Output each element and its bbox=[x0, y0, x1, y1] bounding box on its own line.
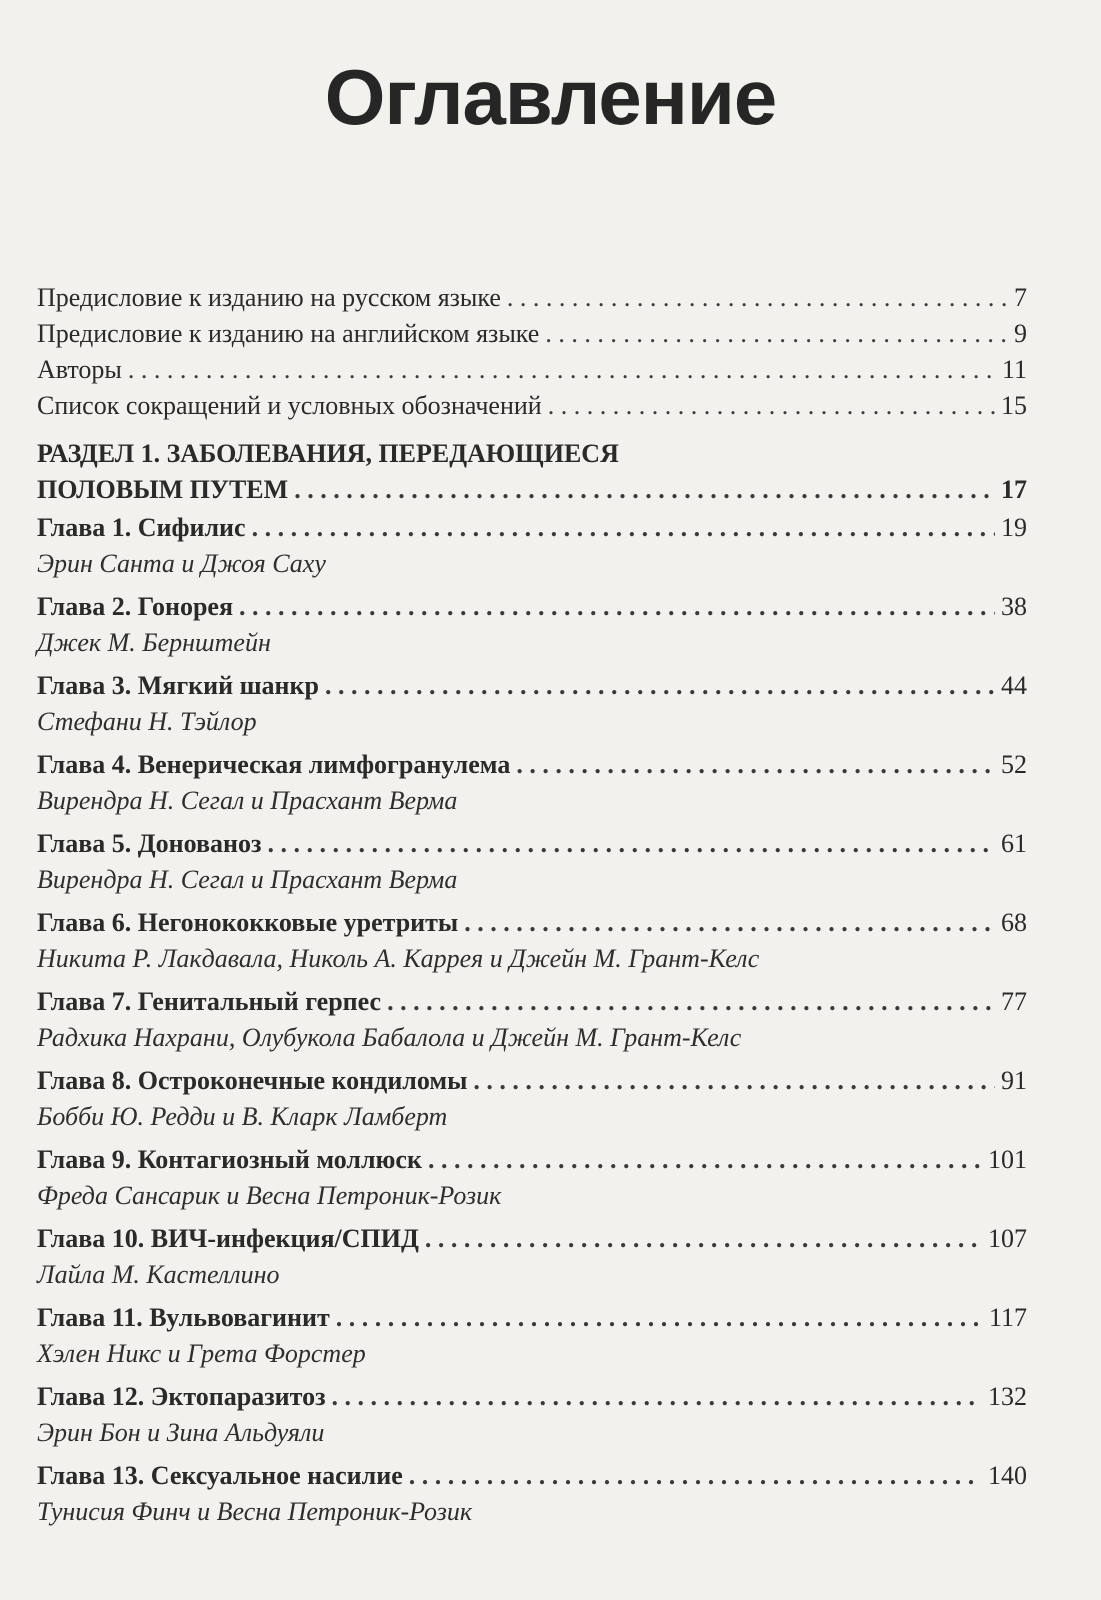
chapter-row bbox=[37, 1220, 1027, 1257]
toc-chapter-12[interactable] bbox=[37, 1378, 1027, 1457]
dot-leader bbox=[473, 1062, 995, 1099]
toc-chapter-3[interactable] bbox=[37, 667, 1027, 746]
toc-entry-preface-english[interactable] bbox=[37, 316, 1027, 352]
chapter-authors: Никита Р. Лакдавала, Николь А. Каррея и Джейн М. Грант-Келс bbox=[37, 943, 760, 973]
toc-page-number: 15 bbox=[1001, 391, 1027, 420]
chapter-row bbox=[37, 509, 1027, 546]
chapter-title: Глава 5. Донованоз bbox=[37, 828, 262, 858]
chapter-row bbox=[37, 667, 1027, 704]
chapter-authors: Лайла М. Кастеллино bbox=[37, 1259, 280, 1289]
chapter-title: Глава 9. Контагиозный моллюск bbox=[37, 1144, 422, 1174]
section-title-line1: РАЗДЕЛ 1. ЗАБОЛЕВАНИЯ, ПЕРЕДАЮЩИЕСЯ bbox=[37, 439, 619, 468]
toc-chapter-4[interactable] bbox=[37, 746, 1027, 825]
chapter-title: Глава 8. Остроконечные кондиломы bbox=[37, 1065, 468, 1095]
toc-page-number: 132 bbox=[988, 1381, 1027, 1411]
page-title: Оглавление bbox=[324, 53, 777, 141]
toc-chapter-7[interactable] bbox=[37, 983, 1027, 1062]
toc-section-1[interactable] bbox=[37, 436, 1027, 509]
toc-page-number: 52 bbox=[1001, 749, 1027, 779]
chapter-authors: Джек М. Бернштейн bbox=[37, 627, 271, 657]
toc-page-number: 19 bbox=[1001, 512, 1027, 542]
toc-chapter-10[interactable] bbox=[37, 1220, 1027, 1299]
chapter-authors: Вирендра Н. Сегал и Прасхант Верма bbox=[37, 785, 458, 815]
dot-leader bbox=[332, 1378, 982, 1415]
toc-page-number: 107 bbox=[988, 1223, 1027, 1253]
toc-entry-abbreviations[interactable] bbox=[37, 388, 1027, 424]
chapter-authors: Тунисия Финч и Весна Петроник-Розик bbox=[37, 1496, 473, 1526]
dot-leader bbox=[239, 588, 995, 625]
dot-leader bbox=[545, 316, 1008, 352]
toc-page-number: 77 bbox=[1001, 986, 1027, 1016]
dot-leader bbox=[325, 667, 995, 704]
toc-page-number: 11 bbox=[1001, 355, 1027, 384]
toc-chapter-5[interactable] bbox=[37, 825, 1027, 904]
toc-page-number: 68 bbox=[1001, 907, 1027, 937]
dot-leader bbox=[409, 1457, 982, 1494]
toc-page-number: 9 bbox=[1014, 319, 1027, 348]
toc-chapter-6[interactable] bbox=[37, 904, 1027, 983]
toc-chapter-1[interactable] bbox=[37, 509, 1027, 588]
chapter-authors: Фреда Сансарик и Весна Петроник-Розик bbox=[37, 1180, 502, 1210]
dot-leader bbox=[425, 1220, 982, 1257]
toc-page-number: 101 bbox=[988, 1144, 1027, 1174]
chapter-title: Глава 13. Сексуальное насилие bbox=[37, 1460, 403, 1490]
toc-page-number: 140 bbox=[988, 1460, 1027, 1490]
toc-chapter-11[interactable] bbox=[37, 1299, 1027, 1378]
chapter-row bbox=[37, 1299, 1027, 1336]
chapter-authors: Бобби Ю. Редди и В. Кларк Ламберт bbox=[37, 1101, 448, 1131]
chapter-row bbox=[37, 1457, 1027, 1494]
dot-leader bbox=[267, 825, 995, 862]
chapter-title: Глава 2. Гонорея bbox=[37, 591, 234, 621]
dot-leader bbox=[387, 983, 995, 1020]
dot-leader bbox=[128, 352, 996, 388]
chapter-row bbox=[37, 825, 1027, 862]
toc-page-number: 91 bbox=[1001, 1065, 1027, 1095]
dot-leader bbox=[336, 1299, 983, 1336]
toc-page-number: 17 bbox=[1001, 475, 1027, 504]
dot-leader bbox=[507, 280, 1008, 316]
section-title-line2: ПОЛОВЫМ ПУТЕМ bbox=[37, 475, 289, 504]
chapter-row bbox=[37, 746, 1027, 783]
toc-page-number: 7 bbox=[1014, 283, 1027, 312]
chapter-authors: Стефани Н. Тэйлор bbox=[37, 706, 257, 736]
toc-page-number: 38 bbox=[1001, 591, 1027, 621]
toc-chapter-2[interactable] bbox=[37, 588, 1027, 667]
chapter-list bbox=[37, 509, 1027, 1536]
section-title-row bbox=[37, 472, 1027, 509]
dot-leader bbox=[294, 472, 995, 509]
chapter-authors: Радхика Нахрани, Олубукола Бабалола и Джейн М. Грант-Келс bbox=[37, 1022, 742, 1052]
chapter-authors: Хэлен Никс и Грета Форстер bbox=[37, 1338, 366, 1368]
dot-leader bbox=[464, 904, 995, 941]
chapter-row bbox=[37, 1378, 1027, 1415]
toc-entry-label: Авторы bbox=[37, 355, 122, 384]
chapter-row bbox=[37, 983, 1027, 1020]
dot-leader bbox=[516, 746, 995, 783]
toc-page-number: 44 bbox=[1001, 670, 1027, 700]
chapter-title: Глава 12. Эктопаразитоз bbox=[37, 1381, 326, 1411]
toc-entry-label: Предисловие к изданию на английском языке bbox=[37, 319, 540, 348]
chapter-title: Глава 4. Венерическая лимфогранулема bbox=[37, 749, 511, 779]
toc-chapter-8[interactable] bbox=[37, 1062, 1027, 1141]
chapter-authors: Эрин Санта и Джоя Саху bbox=[37, 548, 326, 578]
toc-page-number: 117 bbox=[988, 1302, 1027, 1332]
front-matter-list bbox=[37, 280, 1027, 424]
chapter-title: Глава 6. Негонококковые уретриты bbox=[37, 907, 459, 937]
chapter-row bbox=[37, 1141, 1027, 1178]
chapter-row bbox=[37, 1062, 1027, 1099]
dot-leader bbox=[548, 388, 995, 424]
toc-entry-authors[interactable] bbox=[37, 352, 1027, 388]
toc-entry-label: Предисловие к изданию на русском языке bbox=[37, 283, 501, 312]
toc-entry-preface-russian[interactable] bbox=[37, 280, 1027, 316]
chapter-title: Глава 1. Сифилис bbox=[37, 512, 246, 542]
chapter-row bbox=[37, 904, 1027, 941]
toc-entry-label: Список сокращений и условных обозначений bbox=[37, 391, 542, 420]
chapter-authors: Вирендра Н. Сегал и Прасхант Верма bbox=[37, 864, 458, 894]
toc-page-number: 61 bbox=[1001, 828, 1027, 858]
toc-chapter-9[interactable] bbox=[37, 1141, 1027, 1220]
chapter-title: Глава 10. ВИЧ-инфекция/СПИД bbox=[37, 1223, 419, 1253]
dot-leader bbox=[252, 509, 995, 546]
toc-chapter-13[interactable] bbox=[37, 1457, 1027, 1536]
chapter-title: Глава 7. Генитальный герпес bbox=[37, 986, 382, 1016]
chapter-row bbox=[37, 588, 1027, 625]
dot-leader bbox=[428, 1141, 982, 1178]
chapter-title: Глава 3. Мягкий шанкр bbox=[37, 670, 319, 700]
table-of-contents bbox=[37, 280, 1027, 1536]
chapter-authors: Эрин Бон и Зина Альдуяли bbox=[37, 1417, 325, 1447]
chapter-title: Глава 11. Вульвовагинит bbox=[37, 1302, 330, 1332]
